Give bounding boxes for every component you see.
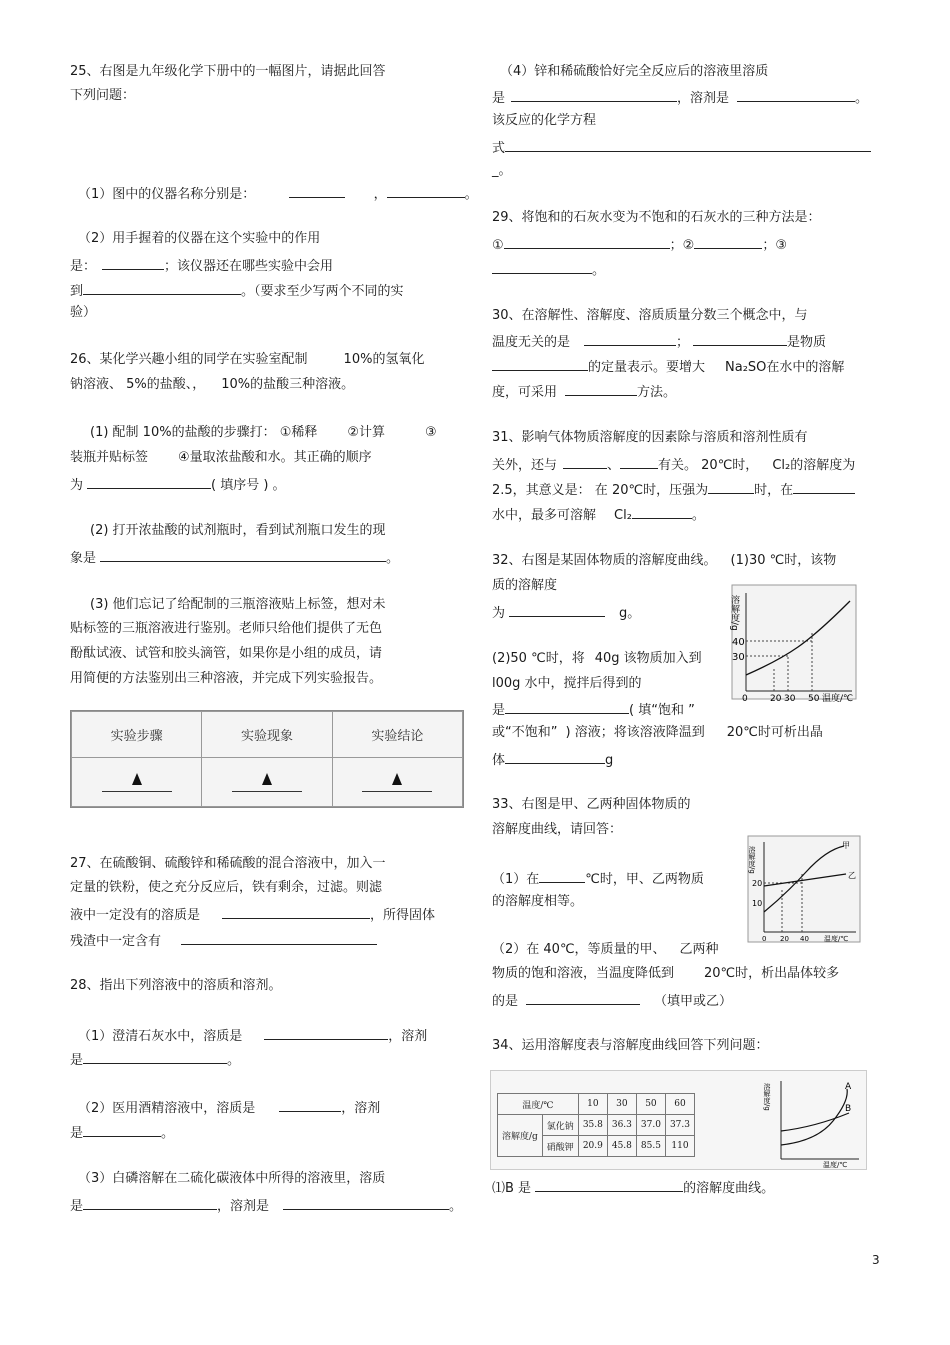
y-tick-label: 40 <box>732 637 745 648</box>
q33-line1: 33、右图是甲、乙两种固体物质的 <box>492 797 691 812</box>
table-cell: 35.8 <box>578 1115 607 1136</box>
answer-blank[interactable] <box>505 137 871 152</box>
x-axis-label: 温度/℃ <box>823 1161 848 1169</box>
q28-c-l1: （3）白磷溶解在二硫化碳液体中所得的溶液里，溶质 <box>78 1171 386 1186</box>
table-header: 50 <box>636 1094 665 1115</box>
table-cell: 37.0 <box>636 1115 665 1136</box>
answer-blank[interactable] <box>708 479 754 494</box>
x-tick-label: 20 <box>770 694 782 704</box>
answer-blank[interactable] <box>102 255 164 270</box>
answer-blank[interactable] <box>539 868 585 883</box>
table-cell: 氯化钠 <box>542 1115 578 1136</box>
experiment-report-table <box>70 710 464 808</box>
answer-blank[interactable] <box>264 1025 388 1040</box>
q25-part2-l4: 验） <box>70 305 97 320</box>
x-tick-label: 0 <box>762 935 767 943</box>
y-tick-label: 30 <box>732 652 745 663</box>
answer-blank[interactable] <box>83 1195 217 1210</box>
answer-blank[interactable] <box>563 454 607 469</box>
answer-blank[interactable] <box>584 331 676 346</box>
q28-a-l2: 是 。 <box>70 1049 240 1070</box>
answer-blank[interactable] <box>505 699 629 714</box>
series-label: 甲 <box>842 841 850 850</box>
page-number: 3 <box>872 1253 880 1267</box>
q27-line1: 27、在硫酸铜、硫酸锌和稀硫酸的混合溶液中，加入一 <box>70 856 386 871</box>
q31-line2: 关外，还与 、 有关。 20℃时， Cl₂的溶解度为 <box>492 454 855 475</box>
answer-blank[interactable] <box>492 259 592 274</box>
q33-line2: 溶解度曲线，请回答： <box>492 822 623 837</box>
table-cell: 硝酸钾 <box>542 1136 578 1157</box>
y-axis-label: 溶解度/g <box>748 846 756 874</box>
q28-b-l1: （2）医用酒精溶液中，溶质是 ，溶剂 <box>78 1097 380 1118</box>
answer-blank[interactable] <box>83 280 241 295</box>
triangle-marker-icon <box>262 773 272 785</box>
chart-frame <box>748 836 860 942</box>
q25-4-line5: _。 <box>492 163 512 178</box>
q25-part2-l2: 是： ；该仪器还在哪些实验中会用 <box>70 255 333 276</box>
q34-curve-chart <box>763 1075 863 1169</box>
q32-line6: 是 ( 填“饱和 ” <box>492 699 695 720</box>
q34-solubility-figure <box>490 1070 867 1170</box>
series-label: 乙 <box>848 871 856 880</box>
table-header: 30 <box>607 1094 636 1115</box>
q32-line7: 或“不饱和” ) 溶液；将该溶液降温到 20℃时可析出晶 <box>492 725 823 740</box>
q33-line6: 物质的饱和溶液，当温度降低到 20℃时，析出晶体较多 <box>492 966 840 981</box>
table-cell: 36.3 <box>607 1115 636 1136</box>
answer-blank[interactable] <box>492 356 588 371</box>
answer-blank[interactable] <box>83 1122 161 1137</box>
table-cell[interactable] <box>72 758 202 807</box>
answer-blank[interactable] <box>504 234 670 249</box>
q29-line2: ① ；② ；③ <box>492 234 787 255</box>
x-axis-label: 温度/℃ <box>824 935 849 943</box>
answer-blank[interactable] <box>694 234 762 249</box>
answer-blank[interactable] <box>511 87 677 102</box>
q25-4-line1: （4）锌和稀硫酸恰好完全反应后的溶液里溶质 <box>500 64 769 79</box>
q32-line4: (2)50 ℃时，将 40g 该物质加入到 <box>492 651 702 666</box>
answer-blank[interactable] <box>620 454 658 469</box>
answer-blank[interactable] <box>279 1097 341 1112</box>
q28-c-l2: 是 ，溶剂是 。 <box>70 1195 462 1216</box>
q26-step2-l1: (2) 打开浓盐酸的试剂瓶时，看到试剂瓶口发生的现 <box>90 523 386 538</box>
x-tick-label: 40 <box>800 935 809 943</box>
q25-part2-l3: 到 。（要求至少写两个不同的实 <box>70 280 404 301</box>
answer-blank[interactable] <box>737 87 855 102</box>
q27-line4: 残渣中一定含有 <box>70 930 377 951</box>
triangle-marker-icon <box>392 773 402 785</box>
q32-solubility-chart <box>728 583 860 703</box>
x-tick-label: 0 <box>742 694 748 704</box>
answer-blank[interactable] <box>632 504 692 519</box>
x-tick-label: 20 <box>780 935 789 943</box>
x-axis-label: 温度/℃ <box>822 694 854 704</box>
curve-label: A <box>845 1082 852 1092</box>
q33-line3: （1）在 ℃时，甲、乙两物质 <box>492 868 704 889</box>
q25-4-line4: 式 <box>492 137 871 158</box>
table-row-label: 溶解度/g <box>498 1115 543 1157</box>
q32-line3: 为 g。 <box>492 602 640 623</box>
answer-blank[interactable] <box>387 183 465 198</box>
q33-solubility-chart <box>746 834 862 946</box>
q28-line1: 28、指出下列溶液中的溶质和溶剂。 <box>70 978 282 993</box>
answer-blank[interactable] <box>83 1049 227 1064</box>
q26-line1: 26、某化学兴趣小组的同学在实验室配制 10%的氢氧化 <box>70 352 425 367</box>
curve-b <box>781 1113 849 1131</box>
table-header: 10 <box>578 1094 607 1115</box>
table-cell: 110 <box>665 1136 694 1157</box>
table-header: 温度/℃ <box>498 1094 579 1115</box>
q25-part2-l1: （2）用手握着的仪器在这个实验中的作用 <box>78 231 321 246</box>
answer-blank[interactable] <box>289 183 345 198</box>
y-axis-label: 溶解度/g <box>763 1083 771 1111</box>
q27-line2: 定量的铁粉，使之充分反应后，铁有剩余，过滤。则滤 <box>70 880 383 895</box>
q30-line2: 温度无关的是 ； 是物质 <box>492 331 826 352</box>
q26-step3-l3: 酚酞试液、试管和胶头滴管，如果你是小组的成员，请 <box>70 646 383 661</box>
x-tick-label: 30 <box>784 694 796 704</box>
q34-line1: 34、运用溶解度表与溶解度曲线回答下列问题： <box>492 1038 769 1053</box>
table-header: 实验结论 <box>332 712 462 758</box>
q29-line1: 29、将饱和的石灰水变为不饱和的石灰水的三种方法是： <box>492 210 821 225</box>
table-cell: 20.9 <box>578 1136 607 1157</box>
answer-blank[interactable] <box>505 749 605 764</box>
y-axis-label: 溶解度/g <box>729 595 739 631</box>
table-header: 60 <box>665 1094 694 1115</box>
q31-line1: 31、影响气体物质溶解度的因素除与溶质和溶剂性质有 <box>492 430 808 445</box>
q31-line3: 2.5，其意义是： 在 20℃时，压强为 时，在 <box>492 479 855 500</box>
y-tick-label: 10 <box>752 899 763 908</box>
y-tick-label: 20 <box>752 879 763 888</box>
x-tick-label: 50 <box>808 694 820 704</box>
q26-step1-l2: 装瓶并贴标签 ④量取浓盐酸和水。其正确的顺序 <box>70 450 372 465</box>
answer-blank[interactable] <box>509 602 605 617</box>
q26-step1-l3: 为 ( 填序号 ) 。 <box>70 474 286 495</box>
q30-line4: 度，可采用 方法。 <box>492 381 676 402</box>
q25-line2: 下列问题： <box>70 88 136 103</box>
q26-step2-l2: 象是 。 <box>70 547 399 568</box>
q32-line8: 体 g <box>492 749 613 770</box>
table-header: 实验步骤 <box>72 712 202 758</box>
triangle-marker-icon <box>132 773 142 785</box>
answer-blank[interactable] <box>100 547 386 562</box>
q26-line2: 钠溶液、 5%的盐酸、， 10%的盐酸三种溶液。 <box>70 377 355 392</box>
q28-a-l1: （1）澄清石灰水中，溶质是 ，溶剂 <box>78 1025 427 1046</box>
q32-line2: 质的溶解度 <box>492 578 558 593</box>
q31-line4: 水中，最多可溶解 Cl₂ 。 <box>492 504 705 525</box>
q30-line3: 的定量表示。要增大 Na₂SO在水中的溶解 <box>492 356 844 377</box>
table-cell: 85.5 <box>636 1136 665 1157</box>
q33-line7: 的是 （填甲或乙） <box>492 990 732 1011</box>
answer-blank[interactable] <box>181 930 377 945</box>
answer-blank[interactable] <box>565 381 637 396</box>
answer-blank[interactable] <box>793 479 855 494</box>
q32-line1: 32、右图是某固体物质的溶解度曲线。 (1)30 ℃时，该物 <box>492 553 837 568</box>
q26-step3-l1: (3) 他们忘记了给配制的三瓶溶液贴上标签，想对未 <box>90 597 386 612</box>
q25-part1: （1）图中的仪器名称分别是： ， 。 <box>78 183 478 204</box>
table-cell: 37.3 <box>665 1115 694 1136</box>
q25-4-line3: 该反应的化学方程 <box>492 113 597 128</box>
q33-line4: 的溶解度相等。 <box>492 894 584 909</box>
solubility-table <box>497 1093 695 1157</box>
q25-line1: 25、右图是九年级化学下册中的一幅图片，请据此回答 <box>70 64 386 79</box>
table-header: 实验现象 <box>202 712 332 758</box>
q26-step1-l1: (1) 配制 10%的盐酸的步骤打： ①稀释 ②计算 ③ <box>90 425 437 440</box>
table-row <box>498 1115 695 1136</box>
table-cell[interactable] <box>202 758 332 807</box>
q26-step3-l4: 用简便的方法鉴别出三种溶液，并完成下列实验报告。 <box>70 671 383 686</box>
q33-line5: （2）在 40℃，等质量的甲、 乙两种 <box>492 942 719 957</box>
q32-line5: l00g 水中，搅拌后得到的 <box>492 676 642 691</box>
q26-step3-l2: 贴标签的三瓶溶液进行鉴别。老师只给他们提供了无色 <box>70 621 383 636</box>
q25-4-line2: 是 ，溶剂是 。 <box>492 87 868 108</box>
answer-blank[interactable] <box>526 990 640 1005</box>
q27-line3: 液中一定没有的溶质是 ，所得固体 <box>70 904 435 925</box>
q30-line1: 30、在溶解性、溶解度、溶质质量分数三个概念中，与 <box>492 308 808 323</box>
answer-blank[interactable] <box>693 331 787 346</box>
chart-frame <box>732 585 856 699</box>
q28-b-l2: 是 。 <box>70 1122 174 1143</box>
answer-blank[interactable] <box>222 904 370 919</box>
table-cell: 45.8 <box>607 1136 636 1157</box>
answer-blank[interactable] <box>87 474 211 489</box>
q34-line2: ⑴B 是 的溶解度曲线。 <box>492 1177 774 1198</box>
answer-blank[interactable] <box>283 1195 449 1210</box>
curve-label: B <box>845 1104 852 1114</box>
table-cell[interactable] <box>332 758 462 807</box>
answer-blank[interactable] <box>535 1177 683 1192</box>
q29-line3: 。 <box>492 259 605 280</box>
